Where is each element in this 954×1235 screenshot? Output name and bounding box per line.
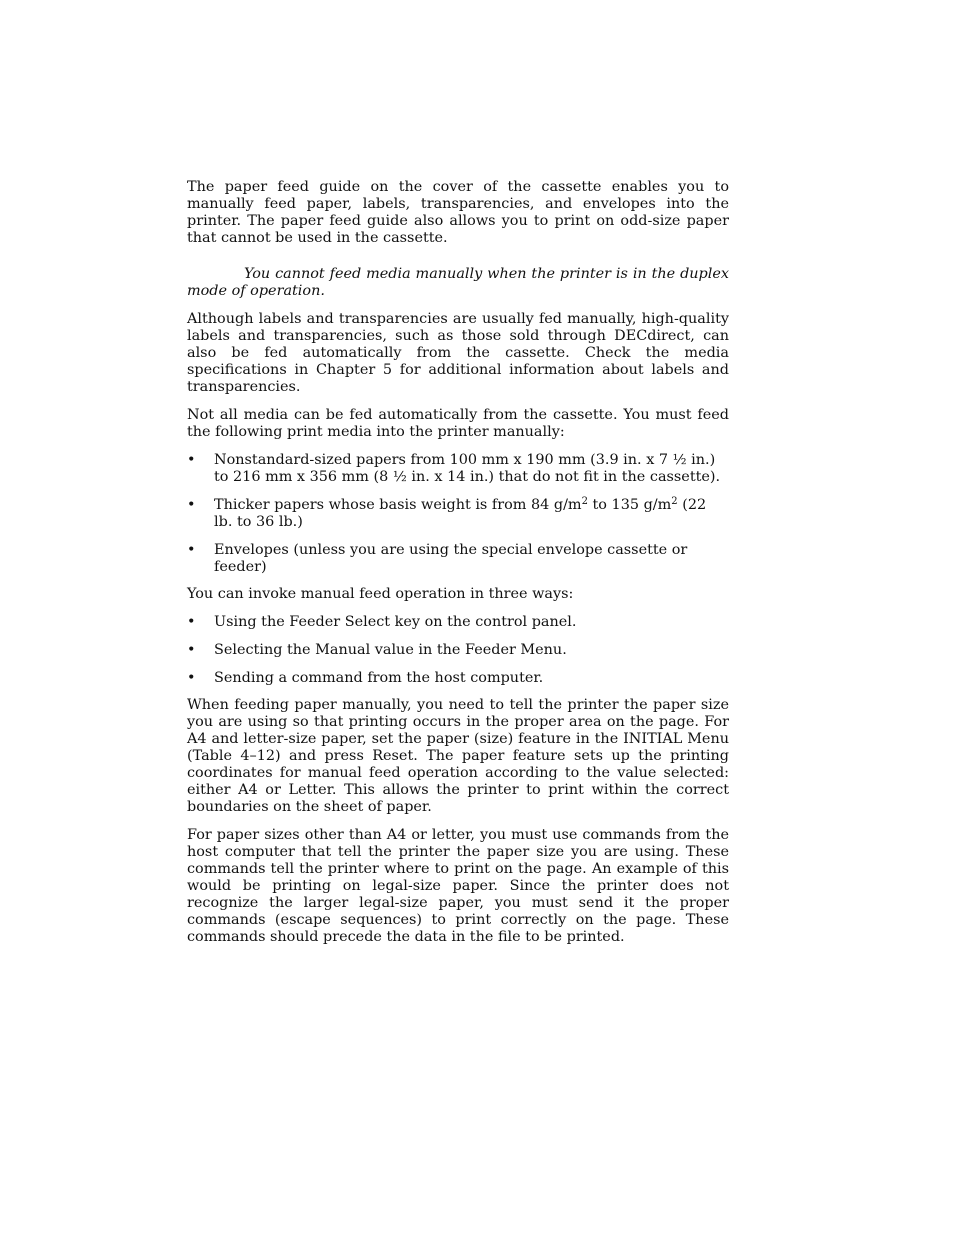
list-item xyxy=(187,497,729,531)
bullet-icon: • xyxy=(187,497,196,513)
list-item xyxy=(187,642,729,659)
paragraph-methods-intro: You can invoke manual feed operation in three ways: xyxy=(187,586,574,602)
bullet-icon: • xyxy=(187,642,196,658)
paragraph-paper-size: When feeding paper manually, you need to tell the printer the paper size you are using so that printing occurs in the proper area on the page. For A4 and letter-size paper, set the paper (size) feature in the INITIAL Menu (Table 4–12) and press Reset. The paper feature sets up the printing coordinates for manual feed operation according to the value selected: either A4 or Letter. This allows the printer to print within the correct boundaries on the sheet of paper. xyxy=(187,697,729,815)
list-item-text: Thicker papers whose basis weight is from 84 $g/m^2$ to 135 $g/m^2$ (22 lb. to 36 lb.) xyxy=(214,496,707,530)
list-item-text: Selecting the Manual value in the Feeder Menu. xyxy=(214,642,567,658)
paragraph-feed-guide: The paper feed guide on the cover of the cassette enables you to manually feed paper, labels, transparencies, and envelopes into the printer. The paper feed guide also allows you to print on odd-size paper that cannot be used in the cassette. xyxy=(187,179,729,246)
methods-list xyxy=(187,614,729,687)
paragraph-media-intro: Not all media can be fed automatically from the cassette. You must feed the following print media into the printer manually: xyxy=(187,407,729,440)
list-item xyxy=(187,614,729,631)
list-item-text: Nonstandard-sized papers from 100 mm x 190 mm (3.9 in. x 7 ½ in.) to 216 mm x 356 mm (8 ½ in. x 14 in.) that do not fit in the cassette). xyxy=(214,452,721,485)
document-body xyxy=(187,179,729,946)
media-list xyxy=(187,452,729,576)
bullet-icon: • xyxy=(187,670,196,686)
list-item-text: Using the Feeder Select key on the control panel. xyxy=(214,614,577,630)
bullet-icon: • xyxy=(187,614,196,630)
bullet-icon: • xyxy=(187,452,196,468)
list-item-text: Envelopes (unless you are using the special envelope cassette or feeder) xyxy=(214,542,688,575)
list-item-text: Sending a command from the host computer. xyxy=(214,670,544,686)
list-item xyxy=(187,452,729,486)
list-item xyxy=(187,670,729,687)
list-item xyxy=(187,542,729,576)
paragraph-other-sizes: For paper sizes other than A4 or letter, you must use commands from the host computer that tell the printer the paper size you are using. These commands tell the printer where to print on the page. An example of this would be printing on legal-size paper. Since the printer does not recognize the larger legal-size paper, you must send it the proper commands (escape sequences) to print correctly on the page. These commands should precede the data in the file to be printed. xyxy=(187,827,729,945)
paragraph-labels: Although labels and transparencies are usually fed manually, high-quality labels and transparencies, such as those sold through DECdirect, can also be fed automatically from the cassette. Check the media specifications in Chapter 5 for additional information about labels and transparencies. xyxy=(187,311,729,395)
note-duplex: You cannot feed media manually when the printer is in the duplex mode of operation. xyxy=(187,266,729,299)
bullet-icon: • xyxy=(187,542,196,558)
